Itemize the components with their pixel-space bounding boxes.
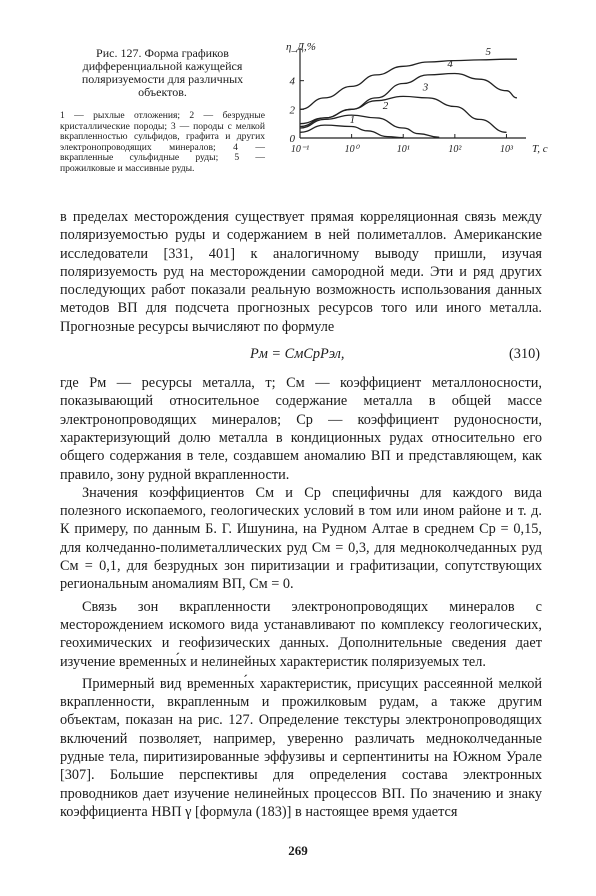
- figure-caption-title: Рис. 127. Форма графиков дифференциальной кажущейся поляризуемости для различных объектов.: [81, 46, 244, 99]
- x-axis-label: T, c: [532, 143, 548, 155]
- y-tick-label: 4: [289, 75, 295, 88]
- y-axis-label: η_Д,%: [286, 41, 316, 53]
- y-tick-label: 2: [289, 104, 295, 117]
- paragraph-2: где Pм — ресурсы металла, т; См — коэффициент металлоносности, показывающий относительное содержание металла в общей массе электронопроводящих минералов; Ср — коэффициент рудоносности, характеризующий долю металла в кондиционных рудах относительно его общего содержания в теле, создавшем аномалию ВП и представляющем, как правило, зону рудной вкрапленности.: [60, 375, 542, 483]
- series-line-5: [300, 59, 517, 109]
- y-tick-label: 0: [289, 133, 295, 145]
- x-tick-label: 10³: [499, 144, 513, 155]
- figure-chart: [272, 40, 572, 190]
- figure-caption-legend: 1 — рыхлые отложения; 2 — безрудные кристаллические породы; 3 — породы с мелкой вкрапленностью сульфидов, графита и других электронопроводящих минералов; 4 — вкрапленные сульфидные руды; 5 — прожилковые и массивные руды.: [60, 110, 265, 174]
- formula: Pм = СмСрPэл,: [250, 346, 345, 363]
- x-tick-label: 10⁰: [344, 144, 359, 155]
- series-line-3: [300, 96, 507, 132]
- series-label-2: 2: [382, 100, 389, 113]
- series-label-1: 1: [349, 113, 356, 126]
- chart-svg: [272, 40, 572, 190]
- paragraph-5: Примерный вид временны́х характеристик, присущих рассеянной мелкой вкрапленности, вкрапленным и прожилковым рудам, а также другим объектам, показан на рис. 127. Определение текстуры электронопроводящих включений позволяет, например, уверенно различать медноколчеданные рудные тела, пиритизированные эффузивы и серпентиниты на Южном Урале [307]. Большие перспективы для определения состава электронных проводников дает изучение нелинейных процессов ВП. По значению и знаку коэффициента НВП γ [формула (183)] в настоящее время удается: [60, 675, 542, 820]
- formula-row: [60, 336, 542, 374]
- page-number: 269: [288, 843, 308, 858]
- x-tick-label: 10²: [448, 144, 462, 155]
- equation-number: (310): [509, 346, 540, 363]
- paragraph-1: в пределах месторождения существует прямая корреляционная связь между поляризуемостью руды и содержанием в ней полиметаллов. Американские исследователи [331, 401] к аналогичному выводу пришли, изучая поляризуемость руд на месторождении самородной меди. Эти и ряд других последующих работ показали реальную возможность использования данных методов ВП для подсчета прогнозных ресурсов того или иного металла. Прогнозные ресурсы вычисляют по формуле: [60, 209, 542, 335]
- x-tick-label: 10¹: [396, 144, 410, 155]
- paragraph-3: Значения коэффициентов См и Ср специфичны для каждого вида полезного ископаемого, геологических условий в том или ином районе и т. д. К примеру, по данным Б. Г. Ишунина, на Рудном Алтае в среднем Ср = 0,15, для колчеданно-полиметаллических руд См = 0,3, для медноколчеданных руд См = 0,1, для безрудных зон пиритизации и графитизации, сопутствующих региональным аномалиям ВП, См = 0.: [60, 484, 542, 593]
- series-label-3: 3: [422, 81, 429, 94]
- figure-caption: [60, 47, 265, 174]
- paragraph-4: Связь зон вкрапленности электронопроводящих минералов с месторождением искомого вида устанавливают по комплексу геологических, геохимических и геофизических данных. Дополнительные сведения дает изучение временны́х и нелинейных характеристик поляризуемых тел.: [60, 598, 542, 670]
- series-label-5: 5: [485, 45, 491, 58]
- x-tick-label: 10⁻¹: [290, 144, 310, 155]
- series-line-4: [300, 74, 517, 124]
- body-text: [60, 208, 542, 821]
- series-label-4: 4: [447, 58, 453, 71]
